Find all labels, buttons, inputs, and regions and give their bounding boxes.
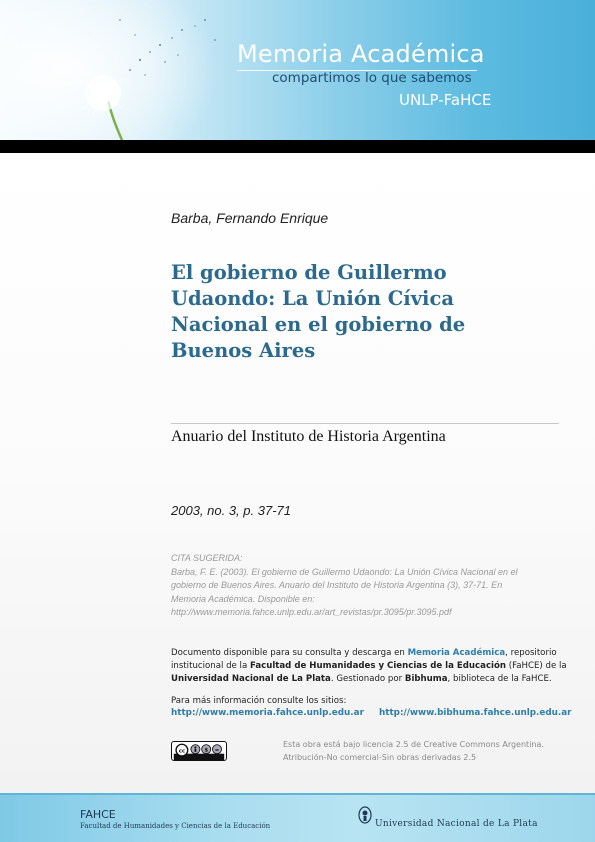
university-name: Universidad Nacional de La Plata bbox=[171, 674, 331, 684]
creative-commons-badge-icon[interactable] bbox=[171, 741, 227, 761]
citation-url[interactable]: http://www.memoria.fahce.unlp.edu.ar/art_revistas/pr.3095/pr.3095.pdf bbox=[171, 607, 452, 617]
citation-line: Barba, F. E. (2003). El gobierno de Guillermo Udaondo: La Unión Cívica Nacional en el bbox=[171, 566, 518, 577]
dandelion-icon bbox=[0, 0, 260, 140]
license-line: Atribución-No comercial-Sin obras derivadas 2.5 bbox=[283, 752, 477, 762]
title-line: Nacional en el gobierno de bbox=[171, 313, 466, 336]
text: Documento disponible para su consulta y descarga en bbox=[171, 648, 408, 658]
availability-line bbox=[171, 660, 571, 673]
brand-subtitle: compartimos lo que sabemos bbox=[272, 70, 472, 86]
section-divider bbox=[171, 423, 559, 424]
document-title bbox=[171, 260, 531, 364]
availability-line bbox=[171, 673, 571, 686]
journal-name: Anuario del Instituto de Historia Argentina bbox=[171, 428, 446, 445]
bibhuma-name: Bibhuma bbox=[404, 674, 448, 684]
publication-date: 2003, no. 3, p. 37-71 bbox=[171, 503, 291, 518]
bibhuma-site-link[interactable]: http://www.bibhuma.fahce.unlp.edu.ar bbox=[379, 708, 572, 718]
faculty-name: Facultad de Humanidades y Ciencias de la Educación bbox=[249, 661, 507, 671]
citation-line: gobierno de Buenos Aires. Anuario del Instituto de Historia Argentina (3), 37-71. En bbox=[171, 580, 503, 590]
unlp-name: Universidad Nacional de La Plata bbox=[375, 819, 538, 829]
text: , biblioteca de la FaHCE. bbox=[447, 674, 552, 684]
license-line: Esta obra está bajo licencia 2.5 de Creative Commons Argentina. bbox=[283, 740, 544, 749]
text: institucional de la bbox=[171, 661, 250, 671]
citation-line: Memoria Académica. Disponible en: bbox=[171, 593, 315, 604]
fahce-logo-text: FAHCE bbox=[80, 808, 116, 821]
text: , repositorio bbox=[505, 648, 557, 658]
title-line: Udaondo: La Unión Cívica bbox=[171, 287, 454, 310]
availability-line bbox=[171, 647, 571, 660]
availability-notice bbox=[171, 647, 571, 686]
brand-unit: UNLP-FaHCE bbox=[399, 91, 492, 109]
brand-title: Memoria Académica bbox=[237, 40, 485, 68]
text: (FaHCE) de la bbox=[506, 661, 567, 671]
svg-text:=: = bbox=[214, 747, 220, 754]
header-divider-bar bbox=[0, 140, 595, 153]
memoria-academica-link[interactable]: Memoria Académica bbox=[407, 648, 506, 658]
title-line: El gobierno de Guillermo bbox=[171, 261, 447, 284]
unlp-seal-icon bbox=[358, 806, 372, 824]
citation-line: CITA SUGERIDA: bbox=[171, 553, 243, 563]
fahce-full-name: Facultad de Humanidades y Ciencias de la Educación bbox=[80, 822, 271, 830]
text: . Gestionado por bbox=[330, 674, 405, 684]
header-banner bbox=[0, 0, 595, 140]
title-line: Buenos Aires bbox=[171, 339, 316, 362]
memoria-site-link[interactable]: http://www.memoria.fahce.unlp.edu.ar bbox=[171, 708, 364, 718]
svg-text:$: $ bbox=[204, 747, 209, 754]
more-info-label: Para más información consulte los sitios: bbox=[171, 696, 347, 706]
author: Barba, Fernando Enrique bbox=[171, 210, 329, 226]
footer-divider bbox=[0, 793, 595, 795]
suggested-citation bbox=[171, 552, 561, 620]
svg-text:cc: cc bbox=[178, 748, 186, 755]
license-notice bbox=[283, 739, 544, 764]
